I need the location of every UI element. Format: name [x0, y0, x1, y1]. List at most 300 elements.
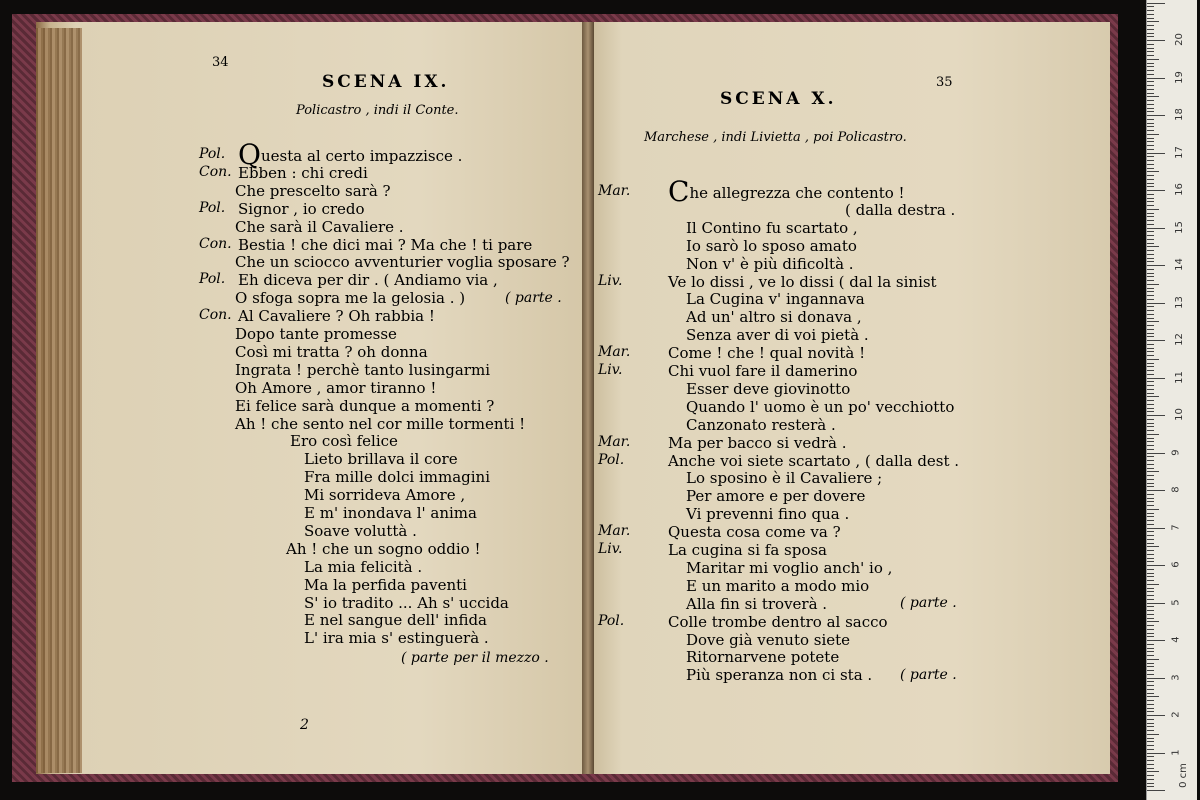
ruler-tick	[1147, 644, 1154, 645]
ruler-tick	[1147, 614, 1154, 615]
ruler-tick	[1147, 175, 1154, 176]
speaker-label: Mar.	[598, 523, 631, 540]
left-scene-title: SCENA IX.	[322, 72, 450, 92]
verse-line: Come ! che ! qual novità !	[668, 344, 866, 363]
ruler-number: 10	[1173, 408, 1185, 421]
speaker-label: Pol.	[199, 271, 226, 288]
ruler-tick	[1147, 456, 1154, 457]
verse-line: Canzonato resterà .	[686, 415, 836, 434]
verse-line: Che allegrezza che contento !	[668, 175, 905, 208]
ruler-tick	[1147, 771, 1159, 772]
ruler-tick	[1147, 321, 1159, 322]
ruler-tick	[1147, 44, 1154, 45]
verse-line: ( dalla destra .	[845, 200, 956, 219]
ruler-tick	[1147, 453, 1165, 454]
ruler-number: 1	[1170, 748, 1182, 756]
page-signature: 2	[300, 717, 309, 733]
ruler-tick	[1147, 509, 1159, 510]
ruler-tick	[1147, 93, 1154, 94]
ruler-tick	[1147, 573, 1154, 574]
ruler-tick	[1147, 228, 1165, 229]
ruler-tick	[1147, 640, 1165, 641]
left-stage-parte: ( parte .	[505, 290, 562, 306]
ruler-tick	[1147, 576, 1154, 577]
ruler-tick	[1147, 130, 1154, 131]
verse-line: Lieto brillava il core	[304, 450, 458, 469]
verse-line: Dove già venuto siete	[686, 630, 851, 649]
ruler-tick	[1147, 55, 1154, 56]
ruler-tick	[1147, 681, 1154, 682]
ruler-tick	[1147, 10, 1154, 11]
ruler-number: 7	[1170, 523, 1182, 531]
ruler-tick	[1147, 153, 1165, 154]
ruler-number: 6	[1170, 561, 1182, 568]
verse-line: Colle trombe dentro al sacco	[668, 612, 888, 631]
ruler-tick	[1147, 513, 1154, 514]
ruler-tick	[1147, 423, 1154, 424]
ruler-tick	[1147, 726, 1154, 727]
ruler-tick	[1147, 408, 1154, 409]
ruler-tick	[1147, 486, 1154, 487]
verse-line: Io sarò lo sposo amato	[686, 236, 857, 255]
ruler-tick	[1147, 400, 1154, 401]
speaker-label: Pol.	[598, 612, 625, 629]
ruler-tick	[1147, 524, 1154, 525]
ruler-tick	[1147, 764, 1154, 765]
right-scene-title: SCENA X.	[720, 89, 837, 109]
verse-line: E nel sangue dell' infida	[304, 611, 488, 630]
ruler-number: 11	[1173, 370, 1185, 384]
ruler-tick	[1147, 569, 1154, 570]
speaker-label: Con.	[199, 163, 232, 180]
ruler-tick	[1147, 355, 1154, 356]
verse-line: L' ira mia s' estinguerà .	[304, 629, 489, 648]
ruler-tick	[1147, 441, 1154, 442]
ruler-tick	[1147, 183, 1154, 184]
verse-line: Maritar mi voglio anch' io ,	[686, 558, 893, 577]
verse-line: Per amore e per dovere	[686, 487, 866, 506]
ruler-tick	[1147, 490, 1165, 491]
ruler-tick	[1147, 760, 1154, 761]
ruler-tick	[1147, 670, 1154, 671]
right-stage-parte-1: ( parte .	[900, 595, 957, 611]
ruler-tick	[1147, 528, 1165, 529]
ruler-tick	[1147, 648, 1154, 649]
ruler-tick	[1147, 516, 1154, 517]
ruler-tick	[1147, 168, 1154, 169]
ruler-tick	[1147, 558, 1154, 559]
ruler-tick	[1147, 738, 1154, 739]
ruler-tick	[1147, 276, 1154, 277]
ruler-tick	[1147, 171, 1159, 172]
ruler-tick	[1147, 291, 1154, 292]
ruler-tick	[1147, 475, 1154, 476]
verse-line: Ma per bacco si vedrà .	[668, 433, 847, 452]
ruler-tick	[1147, 21, 1159, 22]
ruler-tick	[1147, 104, 1154, 105]
ruler-tick	[1147, 149, 1154, 150]
ruler-tick	[1147, 756, 1154, 757]
ruler-tick	[1147, 636, 1154, 637]
ruler-number: 4	[1170, 636, 1182, 643]
ruler-tick	[1147, 790, 1165, 791]
speaker-label: Mar.	[598, 344, 631, 361]
ruler-number: 5	[1170, 598, 1182, 606]
ruler-tick	[1147, 254, 1154, 255]
ruler-tick	[1147, 591, 1154, 592]
ruler-tick	[1147, 618, 1154, 619]
ruler-number: 15	[1173, 220, 1185, 234]
ruler-tick	[1147, 663, 1154, 664]
ruler-tick	[1147, 520, 1154, 521]
ruler-tick	[1147, 753, 1165, 754]
ruler-number: 8	[1170, 486, 1182, 493]
ruler-tick	[1147, 333, 1154, 334]
right-scene-subtitle: Marchese , indi Livietta , poi Policastro.	[644, 130, 907, 145]
ruler-tick	[1147, 584, 1159, 585]
ruler-tick	[1147, 625, 1154, 626]
ruler-number: 12	[1173, 333, 1185, 346]
ruler-tick	[1147, 258, 1154, 259]
ruler-tick	[1147, 539, 1154, 540]
ruler-tick	[1147, 678, 1165, 679]
ruler-tick	[1147, 554, 1154, 555]
verse-line: Il Contino fu scartato ,	[686, 218, 858, 237]
ruler-tick	[1147, 295, 1154, 296]
ruler-tick	[1147, 783, 1154, 784]
ruler-tick	[1147, 471, 1159, 472]
verse-line: Lo sposino è il Cavaliere ;	[686, 469, 883, 488]
ruler-tick	[1147, 595, 1154, 596]
ruler-tick	[1147, 220, 1154, 221]
ruler-tick	[1147, 704, 1154, 705]
ruler-tick	[1147, 786, 1154, 787]
scale-ruler	[1146, 0, 1197, 800]
ruler-tick	[1147, 535, 1154, 536]
left-scene-subtitle: Policastro , indi il Conte.	[296, 103, 459, 118]
verse-line: Ero così felice	[290, 432, 398, 451]
ruler-tick	[1147, 374, 1154, 375]
ruler-tick	[1147, 329, 1154, 330]
drop-cap: C	[668, 175, 690, 208]
ruler-tick	[1147, 51, 1154, 52]
ruler-tick	[1147, 655, 1154, 656]
ruler-tick	[1147, 775, 1154, 776]
ruler-tick	[1147, 119, 1154, 120]
verse-line: Fra mille dolci immagini	[304, 468, 490, 487]
ruler-tick	[1147, 430, 1154, 431]
ruler-tick	[1147, 745, 1154, 746]
ruler-tick	[1147, 419, 1154, 420]
ruler-tick	[1147, 164, 1154, 165]
ruler-tick	[1147, 366, 1154, 367]
verse-line: Ma la perfida paventi	[304, 575, 467, 594]
ruler-tick	[1147, 186, 1154, 187]
ruler-tick	[1147, 108, 1154, 109]
ruler-number: 16	[1173, 183, 1185, 196]
left-page-number: 34	[212, 55, 229, 70]
ruler-tick	[1147, 250, 1154, 251]
ruler-tick	[1147, 123, 1154, 124]
verse-line: Chi vuol fare il damerino	[668, 362, 858, 380]
ruler-tick	[1147, 460, 1154, 461]
ruler-tick	[1147, 505, 1154, 506]
verse-line: Ritornarvene potete	[686, 648, 840, 667]
ruler-tick	[1147, 201, 1154, 202]
verse-line: Che prescelto sarà ?	[235, 181, 391, 200]
speaker-label: Liv.	[598, 272, 623, 289]
ruler-tick	[1147, 344, 1154, 345]
ruler-tick	[1147, 434, 1159, 435]
verse-line: Mi sorrideva Amore ,	[304, 486, 466, 505]
ruler-tick	[1147, 565, 1165, 566]
ruler-tick	[1147, 715, 1165, 716]
ruler-tick	[1147, 629, 1154, 630]
verse-line: Signor , io credo	[238, 199, 365, 218]
verse-line: La Cugina v' ingannava	[686, 290, 865, 309]
ruler-tick	[1147, 141, 1154, 142]
ruler-number: 14	[1173, 258, 1185, 271]
ruler-tick	[1147, 100, 1154, 101]
verse-line: Senza aver di voi pietà .	[686, 326, 869, 345]
ruler-tick	[1147, 239, 1154, 240]
ruler-tick	[1147, 468, 1154, 469]
ruler-number: 13	[1173, 295, 1185, 309]
ruler-tick	[1147, 730, 1154, 731]
ruler-tick	[1147, 479, 1154, 480]
ruler-unit-label: 0 cm	[1177, 763, 1189, 788]
ruler-tick	[1147, 734, 1159, 735]
verse-line: E un marito a modo mio	[686, 576, 870, 595]
ruler-tick	[1147, 689, 1154, 690]
ruler-tick	[1147, 415, 1165, 416]
ruler-tick	[1147, 160, 1154, 161]
verse-line: O sfoga sopra me la gelosia . )	[235, 289, 466, 308]
verse-line: Questa cosa come va ?	[668, 523, 841, 542]
speaker-label: Mar.	[598, 183, 631, 199]
ruler-tick	[1147, 36, 1154, 37]
ruler-tick	[1147, 546, 1159, 547]
verse-line: Alla fin si troverà .	[686, 594, 828, 613]
right-page-number: 35	[936, 75, 953, 90]
ruler-tick	[1147, 70, 1154, 71]
ruler-tick	[1147, 306, 1154, 307]
ruler-tick	[1147, 6, 1154, 7]
ruler-tick	[1147, 768, 1154, 769]
speaker-label: Liv.	[598, 362, 623, 378]
speaker-label: Pol.	[598, 451, 625, 468]
ruler-tick	[1147, 719, 1154, 720]
ruler-number: 18	[1173, 108, 1185, 121]
ruler-tick	[1147, 543, 1154, 544]
ruler-tick	[1147, 261, 1154, 262]
ruler-tick	[1147, 194, 1154, 195]
ruler-number: 17	[1173, 145, 1185, 159]
ruler-tick	[1147, 310, 1154, 311]
ruler-number: 19	[1173, 70, 1185, 84]
verse-line: S' io tradito ... Ah s' uccida	[304, 593, 509, 612]
ruler-tick	[1147, 318, 1154, 319]
ruler-number: 2	[1170, 711, 1182, 718]
verse-line: La cugina si fa sposa	[668, 541, 828, 559]
ruler-tick	[1147, 633, 1154, 634]
ruler-tick	[1147, 18, 1154, 19]
verse-line: Ei felice sarà dunque a momenti ?	[235, 396, 495, 415]
ruler-tick	[1147, 588, 1154, 589]
ruler-tick	[1147, 29, 1154, 30]
ruler-tick	[1147, 550, 1154, 551]
ruler-tick	[1147, 359, 1159, 360]
ruler-tick	[1147, 621, 1159, 622]
ruler-tick	[1147, 96, 1159, 97]
ruler-tick	[1147, 145, 1154, 146]
ruler-tick	[1147, 370, 1154, 371]
speaker-label: Pol.	[199, 146, 226, 162]
left-stage-exit: ( parte per il mezzo .	[401, 650, 549, 666]
ruler-tick	[1147, 603, 1165, 604]
ruler-tick	[1147, 599, 1154, 600]
ruler-tick	[1147, 700, 1154, 701]
speaker-label: Mar.	[598, 433, 631, 450]
ruler-tick	[1147, 284, 1159, 285]
ruler-tick	[1147, 693, 1154, 694]
speaker-label: Pol.	[199, 199, 226, 216]
ruler-tick	[1147, 741, 1154, 742]
ruler-tick	[1147, 340, 1165, 341]
ruler-tick	[1147, 299, 1154, 300]
ruler-tick	[1147, 659, 1159, 660]
verse-line: Così mi tratta ? oh donna	[235, 342, 428, 361]
ruler-tick	[1147, 381, 1154, 382]
ruler-tick	[1147, 156, 1154, 157]
ruler-tick	[1147, 14, 1154, 15]
ruler-tick	[1147, 265, 1165, 266]
verse-line: Bestia ! che dici mai ? Ma che ! ti pare	[238, 235, 533, 254]
ruler-tick	[1147, 674, 1154, 675]
verse-line: Al Cavaliere ? Oh rabbia !	[238, 307, 435, 326]
ruler-tick	[1147, 288, 1154, 289]
verse-line: Ebben : chi credi	[238, 163, 368, 182]
ruler-tick	[1147, 666, 1154, 667]
ruler-number: 20	[1173, 33, 1185, 46]
ruler-tick	[1147, 498, 1154, 499]
right-stage-parte-2: ( parte .	[900, 667, 957, 683]
ruler-tick	[1147, 280, 1154, 281]
ruler-tick	[1147, 224, 1154, 225]
speaker-label: Con.	[199, 307, 232, 324]
ruler-tick	[1147, 33, 1154, 34]
ruler-tick	[1147, 711, 1154, 712]
verse-line: Ad un' altro si donava ,	[686, 308, 862, 327]
ruler-tick	[1147, 81, 1154, 82]
verse-line: Eh diceva per dir . ( Andiamo via ,	[238, 271, 498, 290]
verse-line: Esser deve giovinotto	[686, 379, 851, 398]
ruler-tick	[1147, 85, 1154, 86]
ruler-tick	[1147, 464, 1154, 465]
ruler-tick	[1147, 25, 1154, 26]
ruler-tick	[1147, 348, 1154, 349]
ruler-tick	[1147, 269, 1154, 270]
verse-line: Più speranza non ci sta .	[686, 666, 873, 685]
ruler-tick	[1147, 610, 1154, 611]
ruler-number: 3	[1170, 673, 1182, 681]
ruler-tick	[1147, 449, 1154, 450]
book-gutter	[582, 22, 594, 774]
ruler-tick	[1147, 531, 1154, 532]
verse-line: Ingrata ! perchè tanto lusingarmi	[235, 360, 490, 379]
ruler-tick	[1147, 231, 1154, 232]
ruler-tick	[1147, 411, 1154, 412]
ruler-tick	[1147, 198, 1154, 199]
ruler-tick	[1147, 651, 1154, 652]
ruler-tick	[1147, 494, 1154, 495]
verse-line: Oh Amore , amor tiranno !	[235, 378, 437, 397]
ruler-tick	[1147, 685, 1154, 686]
ruler-tick	[1147, 606, 1154, 607]
ruler-tick	[1147, 115, 1165, 116]
ruler-tick	[1147, 213, 1154, 214]
ruler-tick	[1147, 216, 1154, 217]
ruler-tick	[1147, 385, 1154, 386]
ruler-tick	[1147, 190, 1165, 191]
ruler-tick	[1147, 134, 1159, 135]
ruler-tick	[1147, 696, 1159, 697]
page-edges	[36, 28, 82, 773]
ruler-tick	[1147, 438, 1154, 439]
ruler-tick	[1147, 74, 1154, 75]
ruler-tick	[1147, 111, 1154, 112]
verse-line: Questa al certo impazzisce .	[238, 138, 463, 171]
ruler-tick	[1147, 393, 1154, 394]
drop-cap: Q	[238, 138, 261, 171]
ruler-tick	[1147, 779, 1154, 780]
ruler-tick	[1147, 580, 1154, 581]
verse-line: E m' inondava l' anima	[304, 504, 477, 522]
verse-line: Vi prevenni fino qua .	[686, 505, 850, 524]
speaker-label: Liv.	[598, 541, 623, 557]
verse-line: Dopo tante promesse	[235, 325, 397, 343]
ruler-tick	[1147, 59, 1159, 60]
verse-line: Che sarà il Cavaliere .	[235, 217, 404, 236]
ruler-tick	[1147, 40, 1165, 41]
ruler-tick	[1147, 303, 1165, 304]
ruler-tick	[1147, 126, 1154, 127]
ruler-tick	[1147, 243, 1154, 244]
ruler-number: 9	[1170, 448, 1182, 456]
verse-line: Ve lo dissi , ve lo dissi ( dal la sinist	[668, 272, 937, 291]
ruler-tick	[1147, 749, 1154, 750]
ruler-tick	[1147, 138, 1154, 139]
ruler-tick	[1147, 561, 1154, 562]
ruler-tick	[1147, 209, 1159, 210]
ruler-tick	[1147, 246, 1159, 247]
ruler-tick	[1147, 314, 1154, 315]
ruler-tick	[1147, 378, 1165, 379]
ruler-tick	[1147, 483, 1154, 484]
verse-line: Ah ! che un sogno oddio !	[286, 539, 481, 558]
ruler-tick	[1147, 66, 1154, 67]
ruler-tick	[1147, 351, 1154, 352]
ruler-tick	[1147, 426, 1154, 427]
verse-line: La mia felicità .	[304, 557, 423, 576]
verse-line: Soave voluttà .	[304, 521, 417, 540]
speaker-label: Con.	[199, 235, 232, 252]
ruler-tick	[1147, 179, 1154, 180]
verse-line: Quando l' uomo è un po' vecchiotto	[686, 397, 955, 416]
ruler-tick	[1147, 89, 1154, 90]
ruler-tick	[1147, 336, 1154, 337]
ruler-tick	[1147, 389, 1154, 390]
